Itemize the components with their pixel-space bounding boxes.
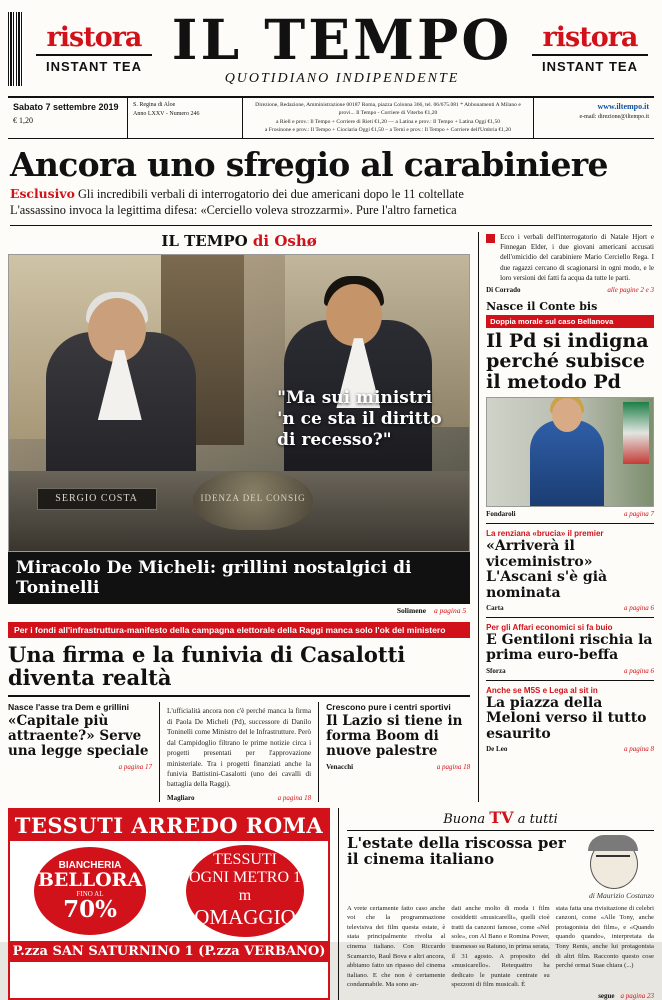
- tv-article-credit: di Maurizio Costanzo: [588, 890, 654, 900]
- tv-body-col-3: stata fatta una rivisitazione di celebri canzoni, come «Alle Tony, anche protagonista dei film», e «Quando quando quando», interpretata da Tony Renis, anche lui protagonista di altri film. Racconto questo cose perché ormai Suae chiara (...): [555, 904, 654, 970]
- item-byline: De Leo: [486, 744, 508, 753]
- standfirst-line-1: Gli incredibili verbali di interrogatorio dei due americani dopo le 11 coltellate: [77, 186, 464, 201]
- lead-photo: [8, 254, 470, 552]
- masthead-ad-right: [526, 24, 654, 74]
- ad-brand-left: ristora: [46, 22, 142, 53]
- masthead-ad-left: [30, 24, 158, 74]
- standfirst-line-2: L'assassino invoca la legittima difesa: «Cerciello voleva strozzarmi». Pure l'altro farnetica: [10, 202, 457, 217]
- right-item-3[interactable]: [486, 686, 654, 753]
- nameplate-text: SERGIO COSTA: [55, 492, 138, 504]
- offer-discount: 70%: [63, 896, 117, 924]
- ad-rule-right: [532, 54, 648, 56]
- right-photo-byline: Fondaroli: [486, 510, 516, 519]
- story-body: L'ufficialità ancora non c'è perché manca la firma di Paola De Micheli (Pd), successore di Danilo Toninelli come Ministro del le Infrastrutture. Però dal Campidoglio filtrano le prime notizie circa i progetti presentati per l'approvazione ministeriale. Tra i progetti finanziati anche la funivia Battistini-Casalotti (uno dei cavalli di battaglia della Raggi).: [167, 707, 312, 789]
- offer-label: TESSUTI: [213, 851, 277, 869]
- advert-address: P.zza SAN SATURNINO 1 (P.zza VERBANO): [10, 941, 328, 962]
- divider: [486, 680, 654, 681]
- ad-sub-left: INSTANT TEA: [46, 59, 142, 74]
- legal-line-2: a Riell e prov.: Il Tempo + Corriere di Rieti €1,20 — a Latina e prov.: Il Tempo + Latina Oggi €1,50: [275, 118, 501, 125]
- tv-page-ref[interactable]: a pagina 23: [620, 991, 654, 1000]
- issue-price: € 1,20: [13, 115, 33, 125]
- italian-flag-icon: [623, 402, 649, 464]
- tv-icon: TV: [489, 807, 514, 827]
- tv-body-col-2: dati anche molto di moda i film cosiddetti «musicarelli», quelli cioè tratti da canzoni famose, come «Nel sole», con Al Bano e Romina Power, trasmesso su Raiuno, in prima serata, il 31 agosto. A proposito del «musicarello». Retequattro ha dedicato le puntate centrate su spezzoni di film musicali. È: [451, 904, 550, 989]
- photo-byline: Solimene: [396, 606, 427, 616]
- newspaper-title: IL TEMPO: [171, 6, 513, 72]
- story-byline-row: [8, 763, 152, 771]
- tv-head-post: a tutti: [517, 811, 558, 827]
- offer-gift: OMAGGIO: [194, 905, 296, 930]
- right-photo-page-ref[interactable]: a pagina 7: [624, 510, 654, 519]
- tv-section: [338, 808, 654, 1000]
- story-page-ref[interactable]: a pagina 17: [118, 762, 153, 771]
- story-byline-row: [167, 794, 311, 802]
- offer-detail: OGNI METRO 1 m: [189, 869, 301, 905]
- right-column: [478, 232, 654, 802]
- advert-offer-tessuti: [186, 845, 304, 937]
- story-kicker: Crescono pure i centri sportivi: [326, 702, 451, 713]
- date-price-cell: [8, 98, 128, 138]
- tv-title-row[interactable]: [347, 835, 654, 891]
- info-strip: [8, 96, 654, 139]
- bottom-story-3[interactable]: [318, 702, 470, 802]
- photo-quote: [277, 388, 457, 450]
- osho-pre: IL TEMPO: [161, 232, 248, 251]
- divider: [486, 617, 654, 618]
- story-page-ref[interactable]: a pagina 18: [277, 793, 312, 802]
- right-item-2[interactable]: [486, 623, 654, 675]
- tv-head-pre: Buona: [443, 811, 486, 827]
- advertisement-tessuti[interactable]: [8, 808, 330, 1000]
- story-headline: «Capitale più attraente?» Serve una legge speciale: [8, 713, 149, 759]
- caricature-icon: [580, 835, 654, 891]
- quote-line-2: 'n ce sta il diritto: [277, 409, 442, 430]
- item-kicker: Per gli Affari economici si fa buio: [486, 622, 613, 632]
- right-photo-bellanova: [486, 397, 654, 507]
- masthead-title-block: [158, 6, 526, 87]
- item-byline-row: [486, 745, 654, 753]
- right-lead-page-ref[interactable]: alle pagine 2 e 3: [607, 285, 654, 294]
- item-kicker: Anche se M5S e Lega al sit in: [486, 685, 598, 695]
- photo-page-ref[interactable]: a pagina 5: [434, 606, 467, 616]
- legal-cell: [243, 98, 534, 138]
- right-lead-byline: Di Corrado: [486, 285, 521, 294]
- item-page-ref[interactable]: a pagina 6: [624, 666, 654, 675]
- photo-byline-row: [8, 604, 470, 615]
- caricature-glasses: [596, 855, 630, 867]
- ad-sub-right: INSTANT TEA: [542, 59, 638, 74]
- tv-article-title: L'estate della riscossa per il cinema italiano: [347, 833, 566, 869]
- barcode: [8, 12, 24, 86]
- bottom-story-1[interactable]: [8, 702, 152, 802]
- photo-podium-emblem: [193, 472, 313, 530]
- offer-prefix: FINO AL: [76, 890, 104, 899]
- offer-brand: BELLORA: [37, 869, 143, 892]
- standfirst: [10, 186, 652, 218]
- ad-brand-right: ristora: [542, 22, 638, 53]
- advert-title: TESSUTI ARREDO ROMA: [10, 810, 328, 841]
- tv-section-header: [347, 808, 654, 827]
- divider: [347, 830, 654, 831]
- tv-continuation: segue: [598, 991, 615, 1000]
- right-big-headline[interactable]: Il Pd si indigna perché subisce il metodo Pd: [486, 329, 649, 393]
- issue-date: Sabato 7 settembre 2019: [13, 102, 119, 112]
- item-kicker: La renziana «brucia» il premier: [486, 529, 604, 539]
- masthead: [0, 0, 662, 92]
- photo-nameplate: [37, 488, 157, 510]
- tv-article-body: [347, 904, 654, 990]
- newspaper-subtitle: QUOTIDIANO INDIPENDENTE: [224, 70, 460, 86]
- divider-2: [8, 695, 470, 697]
- bullet-square-icon: [486, 234, 495, 243]
- right-lead-text: Ecco i verbali dell'interrogatorio di Natale Hjort e Finnegan Elder, i due giovani americani accusati dell'omicidio del carabiniere Mario Cerciello Rega. I due ragazzi cercano di scagionarsi in ogni modo, e le loro versioni dei fatti fa acqua da tutte le parti.: [500, 233, 654, 282]
- item-page-ref[interactable]: a pagina 6: [624, 603, 654, 612]
- casalotti-headline: Una firma e la funivia di Casalotti diventa realtà: [8, 642, 406, 691]
- quote-line-1: "Ma sui ministri: [277, 388, 433, 409]
- story-byline-row: [326, 763, 470, 771]
- right-lead-byline-row: [486, 286, 654, 294]
- advert-offers: [10, 841, 328, 937]
- figure-shirt: [98, 350, 142, 420]
- item-page-ref[interactable]: a pagina 8: [624, 744, 654, 753]
- figure-head: [326, 284, 382, 346]
- bottom-story-row: [8, 702, 470, 802]
- figure-head: [552, 398, 582, 432]
- divider: [10, 225, 652, 226]
- tv-body-col-1: A vrete certamente fatto caso anche voi che la programmazione televisiva dei film questa estate, è stata principalmente rivolta al cinema italiano. Con Riccardo Scamarcio, Raul Bova e altri ancora, abbiamo fatto un ripasso del cinema italiano. E che non è certamente condannabile. Ma sono an-: [347, 904, 446, 989]
- story-byline: Venacchi: [326, 762, 354, 771]
- osho-strip: [8, 232, 470, 250]
- exclusive-tag: Esclusivo: [10, 185, 75, 201]
- bottom-story-2[interactable]: [159, 702, 311, 802]
- contact-cell: [534, 98, 654, 138]
- item-headline: «Arriverà il viceministro» L'Ascani s'è già nominata: [486, 538, 608, 601]
- address-cell: [128, 98, 243, 138]
- right-item-1[interactable]: [486, 529, 654, 612]
- legal-line-1: Direzione, Redazione, Amministrazione 00187 Roma, piazza Colonna 366, tel. 06/675.081 * Abbonamenti A Milano e provi... Il Tempo - Corriere di Viterbo €1,20: [255, 102, 521, 117]
- story-byline: Magliaro: [167, 793, 195, 802]
- advert-offer-bellora: [34, 847, 146, 935]
- legal-line-3: a Frosinone e prov.: Il Tempo + Ciociaria Oggi €1,50 – a Terni e prov.: Il Tempo + Corriere dell'Umbria €1,20: [264, 127, 512, 134]
- story-kicker: Nasce l'asse tra Dem e grillini: [8, 702, 129, 713]
- casalotti-redline: Per i fondi all'infrastruttura-manifesto della campagna elettorale della Raggi manca solo l'ok del ministero: [8, 622, 470, 638]
- item-byline-row: [486, 667, 654, 675]
- photo-caption: Miracolo De Micheli: grillini nostalgici di Toninelli: [8, 552, 470, 604]
- item-byline: Carta: [486, 603, 504, 612]
- quote-line-3: di recesso?": [277, 429, 392, 450]
- section-title-conte-bis: Nasce il Conte bis: [486, 299, 598, 313]
- story-headline: Il Lazio si tiene in forma Boom di nuove palestre: [326, 713, 463, 759]
- osho-mid: di Oshø: [252, 232, 317, 251]
- photo-figure-bellanova: [530, 420, 604, 506]
- item-byline-row: [486, 604, 654, 612]
- caricature-hair: [588, 835, 638, 851]
- item-headline: E Gentiloni rischia la prima euro-beffa: [486, 631, 653, 664]
- offer-label: BIANCHERIA: [58, 860, 122, 872]
- email-link[interactable]: e-mail: direzione@iltempo.it: [579, 114, 649, 120]
- emblem-text: IDENZA DEL CONSIG: [200, 493, 306, 504]
- main-content: [8, 232, 654, 802]
- item-byline: Sforza: [486, 666, 506, 675]
- right-lead-block: [486, 232, 654, 283]
- address-line-2: Anno LXXV - Numero 246: [133, 111, 200, 117]
- right-photo-byline-row: [486, 510, 654, 518]
- bottom-section: [8, 808, 654, 1000]
- divider: [486, 523, 654, 524]
- website-link[interactable]: www.iltempo.it: [597, 102, 649, 111]
- right-redline: Doppia morale sul caso Bellanova: [486, 315, 654, 328]
- main-headline: Ancora uno sfregio al carabiniere: [10, 144, 608, 184]
- tv-footer: [347, 992, 654, 1000]
- story-page-ref[interactable]: a pagina 18: [436, 762, 471, 771]
- ad-rule-left: [36, 54, 152, 56]
- item-headline: La piazza della Meloni verso il tutto esaurito: [486, 694, 647, 742]
- left-column: [8, 232, 470, 802]
- address-line-1: S. Regina di Aloe: [133, 102, 176, 108]
